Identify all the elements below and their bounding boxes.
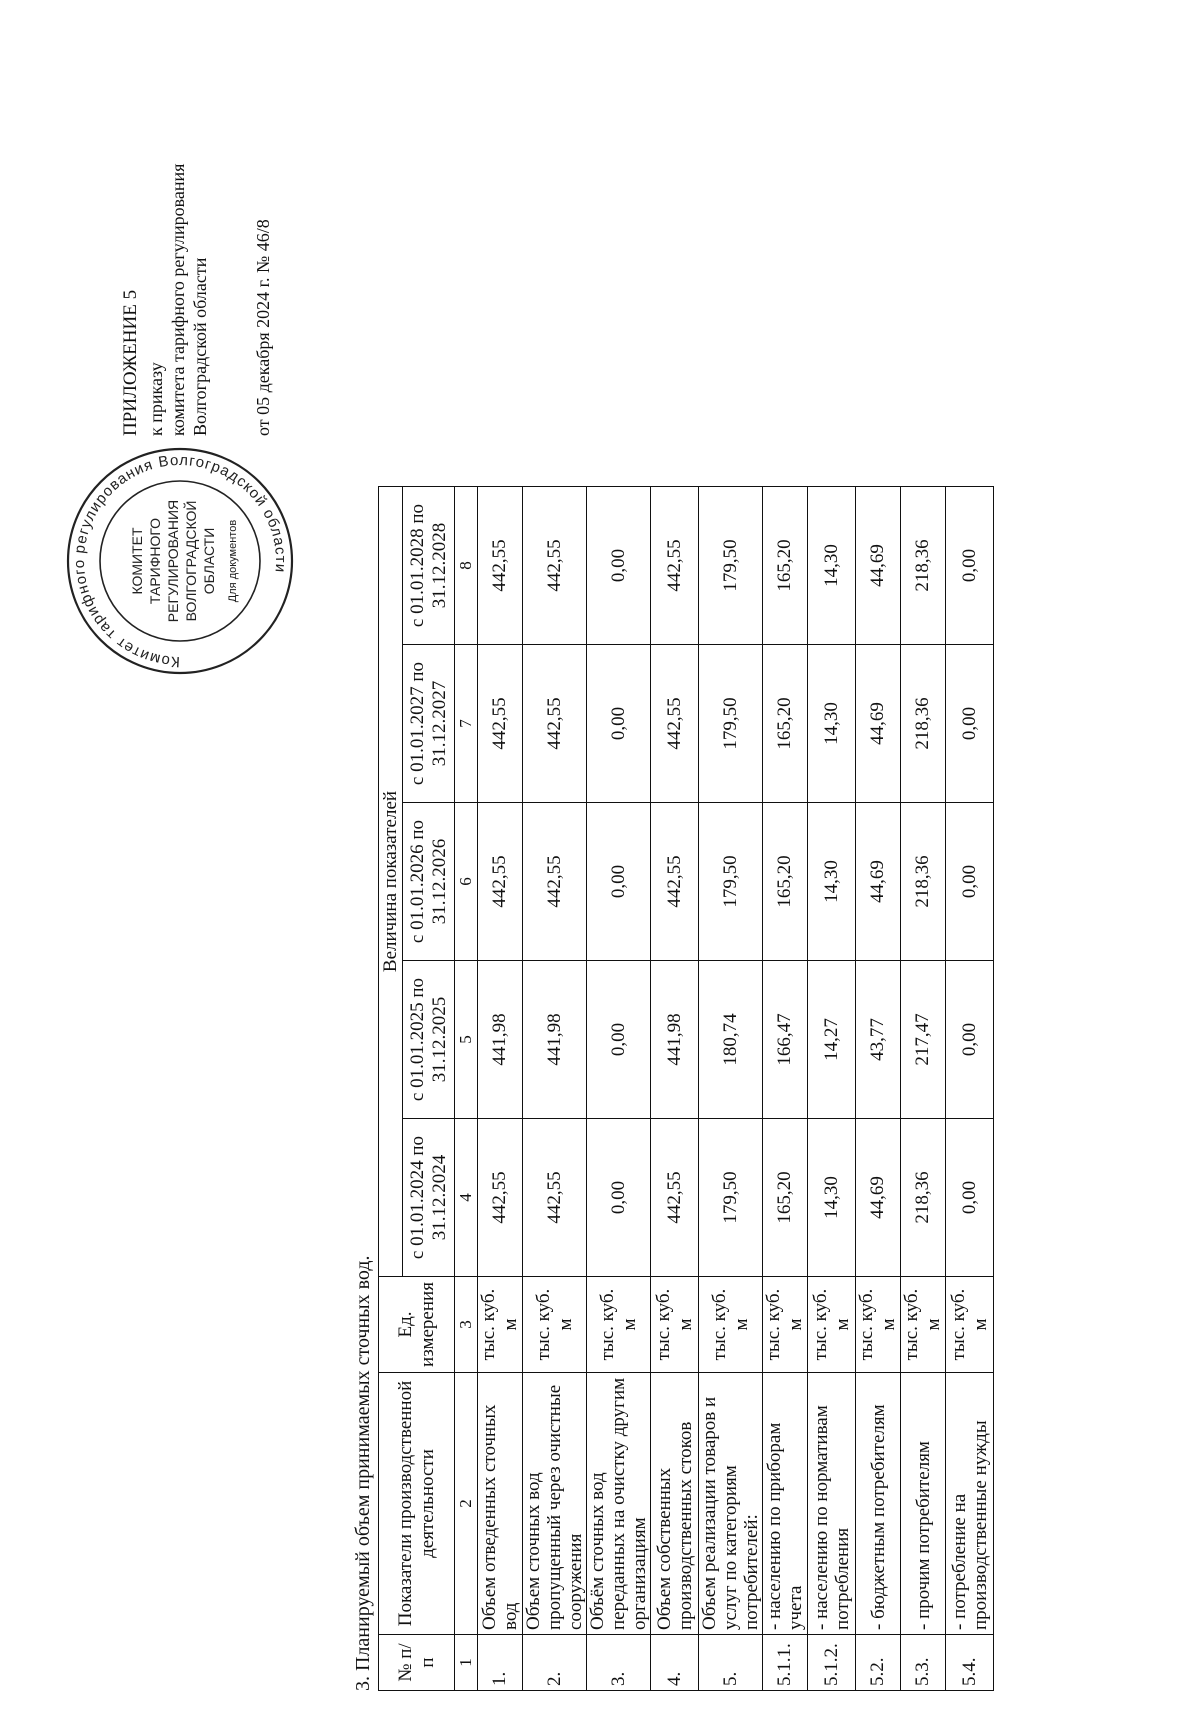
order-date-number: от 05 декабря 2024 г. № 46/8 [253,219,273,436]
row-value: 218,36 [901,487,946,645]
column-number: 3 [455,1277,478,1373]
row-value: 179,50 [699,645,763,803]
row-value: 442,55 [478,487,523,645]
row-indicator: Объем отведенных сточных вод [478,1373,523,1635]
row-value: 43,77 [856,961,901,1119]
stamp-line-3: РЕГУЛИРОВАНИЯ [165,499,181,623]
row-value: 165,20 [763,487,808,645]
stamp-line-1: КОМИТЕТ [129,527,145,595]
row-value: 441,98 [651,961,699,1119]
header-period: с 01.01.2028 по 31.12.2028 [403,487,455,645]
row-value: 0,00 [946,487,994,645]
column-number-row [455,487,478,1691]
row-number: 2. [523,1635,587,1691]
row-value: 0,00 [587,961,651,1119]
table-row [478,487,523,1691]
row-value: 441,98 [523,961,587,1119]
header-period: с 01.01.2024 по 31.12.2024 [403,1119,455,1277]
row-unit: тыс. куб. м [946,1277,994,1373]
row-indicator: - населению по нормативам потребления [808,1373,856,1635]
official-seal-stamp [60,441,300,681]
row-unit: тыс. куб. м [523,1277,587,1373]
row-value: 44,69 [856,1119,901,1277]
header-indicator: Показатели производственной деятельности [379,1373,455,1635]
order-reference: к приказу [146,362,166,436]
stamp-line-2: ТАРИФНОГО [147,517,163,605]
table-body [478,487,994,1691]
stamp-ring-text: Комитет тарифного регулирования Волгоградской области [70,451,290,671]
row-value: 14,30 [808,1119,856,1277]
row-unit: тыс. куб. м [587,1277,651,1373]
row-unit: тыс. куб. м [808,1277,856,1373]
row-indicator: Объем реализации товаров и услуг по категориям потребителей: [699,1373,763,1635]
row-value: 180,74 [699,961,763,1119]
header-period: с 01.01.2025 по 31.12.2025 [403,961,455,1119]
row-value: 442,55 [651,487,699,645]
stamp-line-5: ОБЛАСТИ [201,527,217,595]
row-indicator: Объём сточных вод переданных на очистку другим организациям [587,1373,651,1635]
row-indicator: Объем собственных производственных стоков [651,1373,699,1635]
appendix-title: ПРИЛОЖЕНИЕ 5 [120,289,141,436]
row-unit: тыс. куб. м [478,1277,523,1373]
row-value: 165,20 [763,803,808,961]
header-period: с 01.01.2026 по 31.12.2026 [403,803,455,961]
row-value: 165,20 [763,645,808,803]
column-number: 4 [455,1119,478,1277]
row-value: 0,00 [946,961,994,1119]
column-number: 6 [455,803,478,961]
row-value: 0,00 [946,803,994,961]
header-values: Величина показателей [379,487,403,1277]
row-value: 0,00 [587,803,651,961]
row-value: 179,50 [699,803,763,961]
row-unit: тыс. куб. м [651,1277,699,1373]
row-value: 442,55 [523,645,587,803]
row-value: 441,98 [478,961,523,1119]
column-number: 7 [455,645,478,803]
row-value: 218,36 [901,1119,946,1277]
table-row [946,487,994,1691]
row-number: 1. [478,1635,523,1691]
row-number: 4. [651,1635,699,1691]
region-name: Волгоградской области [190,257,210,436]
row-number: 5.1.2. [808,1635,856,1691]
row-value: 442,55 [651,645,699,803]
row-indicator: - населению по приборам учета [763,1373,808,1635]
row-value: 166,47 [763,961,808,1119]
row-value: 442,55 [523,487,587,645]
committee-name: комитета тарифного регулирования [168,163,188,436]
column-number: 1 [455,1635,478,1691]
row-value: 442,55 [523,803,587,961]
row-value: 0,00 [587,487,651,645]
table-row [856,487,901,1691]
row-number: 5. [699,1635,763,1691]
header-period: с 01.01.2027 по 31.12.2027 [403,645,455,803]
table-row [587,487,651,1691]
row-number: 3. [587,1635,651,1691]
row-value: 442,55 [478,645,523,803]
column-number: 2 [455,1373,478,1635]
row-indicator: - потребление на производственные нужды [946,1373,994,1635]
row-value: 0,00 [946,1119,994,1277]
row-value: 44,69 [856,645,901,803]
row-value: 0,00 [587,1119,651,1277]
row-unit: тыс. куб. м [901,1277,946,1373]
row-value: 217,47 [901,961,946,1119]
row-value: 442,55 [478,803,523,961]
row-value: 0,00 [946,645,994,803]
table-row [808,487,856,1691]
header-unit: Ед. измерения [379,1277,455,1373]
header-number: № п/п [379,1635,455,1691]
row-value: 442,55 [651,1119,699,1277]
wastewater-volume-table [378,486,994,1691]
row-value: 14,30 [808,803,856,961]
row-value: 218,36 [901,803,946,961]
row-number: 5.4. [946,1635,994,1691]
row-value: 14,27 [808,961,856,1119]
column-number: 8 [455,487,478,645]
table-row [523,487,587,1691]
row-number: 5.2. [856,1635,901,1691]
row-number: 5.1.1. [763,1635,808,1691]
row-value: 442,55 [523,1119,587,1277]
row-unit: тыс. куб. м [856,1277,901,1373]
row-value: 179,50 [699,1119,763,1277]
table-row [651,487,699,1691]
row-value: 218,36 [901,645,946,803]
table-row [763,487,808,1691]
section-title: 3. Планируемый объем принимаемых сточных вод. [352,1255,374,1691]
row-value: 44,69 [856,803,901,961]
row-value: 14,30 [808,645,856,803]
table-row [699,487,763,1691]
row-value: 179,50 [699,487,763,645]
row-unit: тыс. куб. м [699,1277,763,1373]
row-indicator: - прочим потребителям [901,1373,946,1635]
column-number: 5 [455,961,478,1119]
row-value: 14,30 [808,487,856,645]
stamp-line-6: Для документов [227,519,239,603]
table-row [901,487,946,1691]
row-value: 442,55 [651,803,699,961]
row-value: 0,00 [587,645,651,803]
row-unit: тыс. куб. м [763,1277,808,1373]
row-indicator: Объем сточных вод пропущенный через очистные сооружения [523,1373,587,1635]
row-value: 442,55 [478,1119,523,1277]
row-indicator: - бюджетным потребителям [856,1373,901,1635]
table-header-row [379,487,403,1691]
row-number: 5.3. [901,1635,946,1691]
row-value: 165,20 [763,1119,808,1277]
stamp-line-4: ВОЛГОГРАДСКОЙ [183,500,199,622]
row-value: 44,69 [856,487,901,645]
